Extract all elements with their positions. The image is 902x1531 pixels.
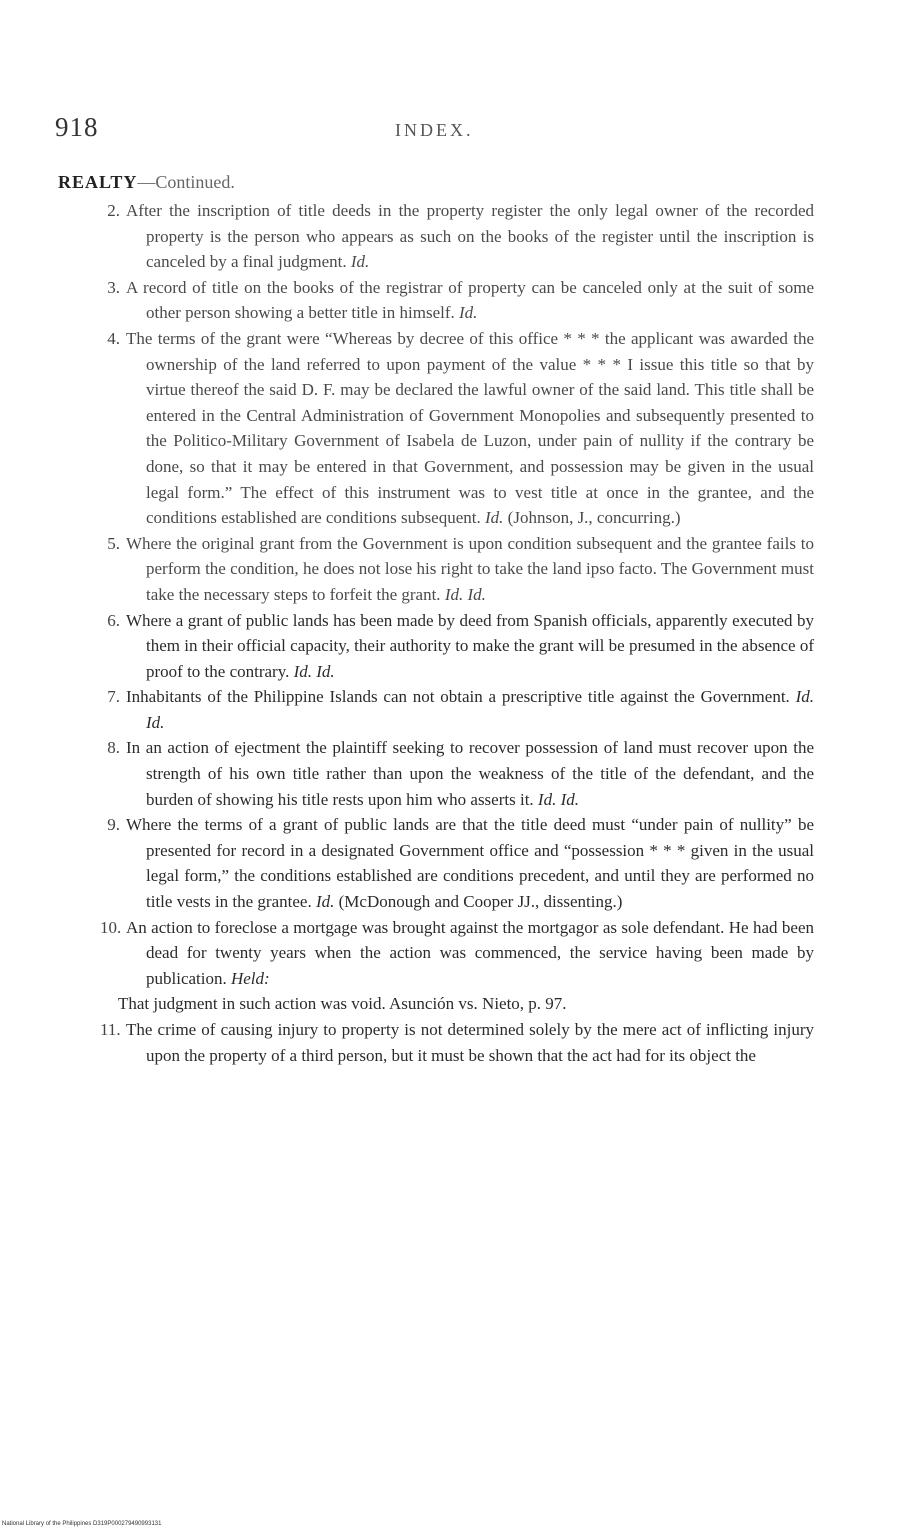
entry-number: 2. — [107, 201, 120, 220]
index-entry — [100, 915, 814, 992]
entry-citation: Id. Id. — [444, 584, 486, 604]
section-title: REALTY — [58, 172, 138, 192]
entry-text: Where a grant of public lands has been made by deed from Spanish officials, apparently executed by them in their official capacity, their authority to make the grant will be presumed in the absence of proof to the contrary. — [126, 610, 814, 681]
index-entry — [100, 531, 814, 608]
page-number: 918 — [55, 112, 99, 142]
index-entry — [100, 608, 814, 685]
entry-citation: Id. Id. — [293, 661, 335, 681]
index-entry — [100, 275, 814, 326]
entry-number: 4. — [107, 328, 120, 348]
entry-number: 9. — [107, 815, 120, 835]
held-line: That judgment in such action was void. Asunción vs. Nieto, p. 97. — [118, 994, 567, 1014]
entry-text: An action to foreclose a mortgage was brought against the mortgagor as sole defendant. He had been dead for twenty years when the action was commenced, the service having been made by publication. — [126, 917, 814, 988]
scan-footer: National Library of the Philippines D319P000279490993131 — [2, 1521, 162, 1527]
entry-text: A record of title on the books of the registrar of property can be canceled only at the suit of some other person showing a better title in himself. — [126, 277, 814, 323]
entry-citation: Held: — [230, 968, 270, 988]
entry-citation: Id. Id. — [146, 687, 815, 732]
entry-number: 3. — [107, 277, 120, 297]
index-entry — [100, 198, 814, 275]
entry-text: The crime of causing injury to property is not determined solely by the mere act of inflicting injury upon the property of a third person, but it must be shown that the act had for its object the — [126, 1020, 814, 1065]
entry-citation: Id. — [485, 508, 504, 528]
section-continued: —Continued. — [137, 172, 235, 192]
index-entry — [100, 735, 814, 812]
running-head: INDEX. — [395, 120, 474, 140]
entry-number: 11. — [100, 1020, 121, 1039]
entry-number: 6. — [107, 610, 120, 630]
entry-text: Where the terms of a grant of public lands are that the title deed must “under pain of nullity” be presented for record in a designated Government office and “possession * * * given in the usual legal form,” the conditions established are conditions precedent, and until they are performed no title vests in the grantee. — [126, 815, 814, 912]
section-heading — [58, 172, 235, 193]
index-entry — [100, 1017, 814, 1068]
entry-note: (Johnson, J., concurring.) — [507, 508, 681, 528]
page-header — [55, 112, 807, 152]
entry-text: The terms of the grant were “Whereas by decree of this office * * * the applicant was awarded the ownership of the land referred to upon payment of the value * * * I issue this title so that by virtue thereof the said D. F. may be declared the lawful owner of the said land. This title shall be entered in the Central Administration of Government Monopolies and subsequently presented to the Politico-Military Government of Isabela de Luzon, under pain of nullity if the contrary be done, so that it may be entered in that Government, and possession may be given in the usual legal form.” The effect of this instrument was to vest title at once in the grantee, and the conditions established are conditions subsequent. — [126, 328, 814, 528]
entry-text: In an action of ejectment the plaintiff seeking to recover possession of land must recover upon the strength of his own title rather than upon the weakness of the title of the defendant, and the burden of showing his title rests upon him who asserts it. — [126, 738, 814, 809]
entry-citation: Id. — [350, 252, 370, 272]
entry-text: Where the original grant from the Government is upon condition subsequent and the grantee fails to perform the condition, he does not lose his right to take the land ipso facto. The Government must take the necessary steps to forfeit the grant. — [126, 533, 814, 604]
index-entry — [100, 326, 814, 531]
entry-number: 7. — [107, 687, 120, 707]
entry-citation: Id. Id. — [537, 789, 579, 809]
entry-number: 5. — [107, 533, 120, 553]
entry-citation: Id. — [459, 303, 478, 323]
entry-citation: Id. — [315, 892, 335, 912]
entry-number: 8. — [107, 738, 120, 758]
entry-text: Inhabitants of the Philippine Islands can not obtain a prescriptive title against the Government. — [126, 687, 790, 707]
index-entries — [100, 198, 814, 1068]
index-entry — [100, 812, 814, 914]
entry-number: 10. — [100, 917, 122, 937]
entry-note: (McDonough and Cooper JJ., dissenting.) — [338, 892, 623, 912]
index-entry — [100, 684, 814, 735]
entry-text: After the inscription of title deeds in the property register the only legal owner of the recorded property is the person who appears as such on the books of the register until the inscription is canceled by a final judgment. — [126, 201, 814, 272]
